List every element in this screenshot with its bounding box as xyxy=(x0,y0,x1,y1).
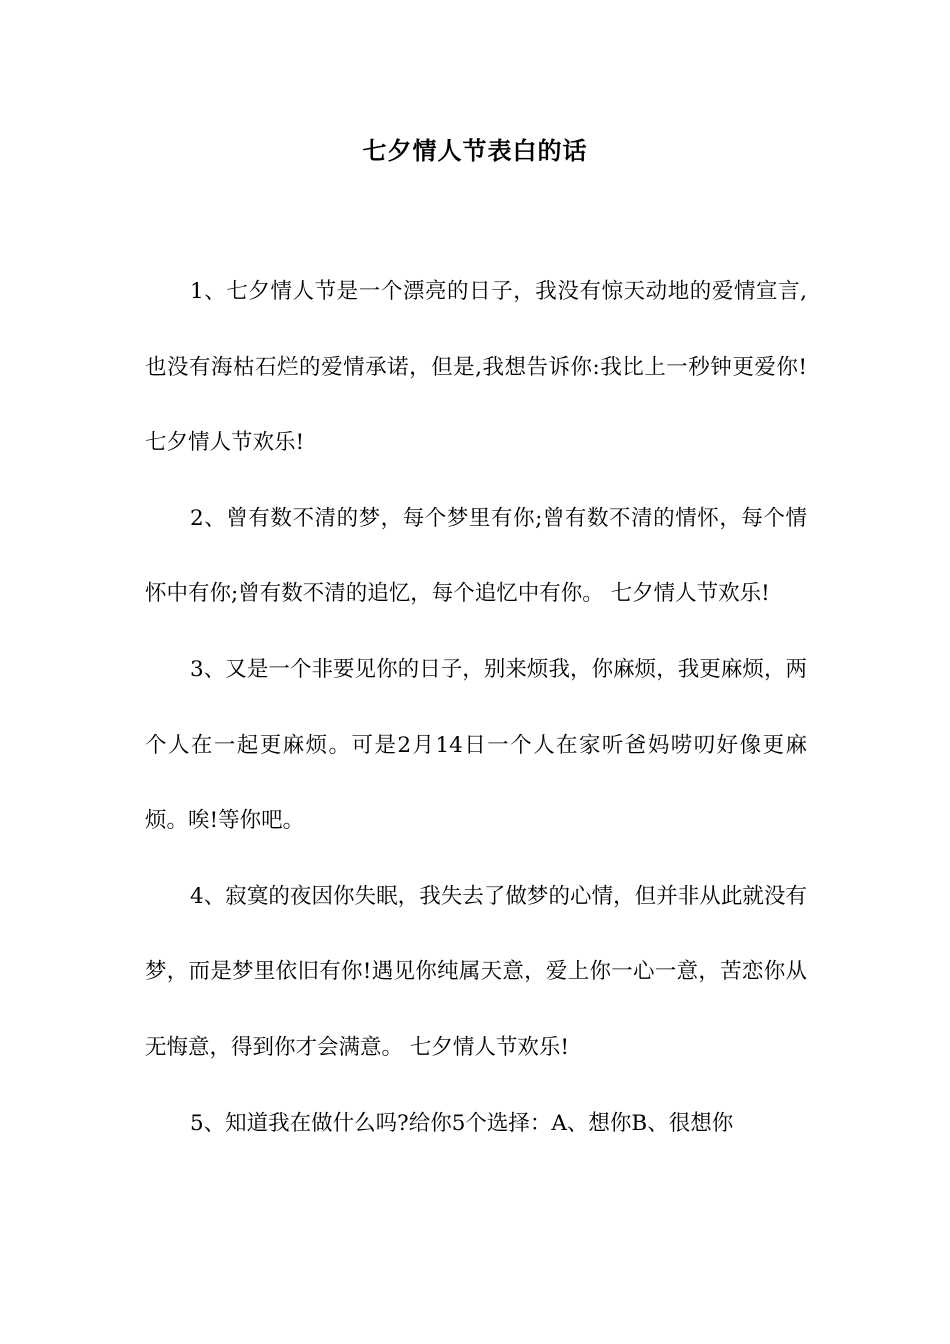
paragraph-1: 1、七夕情人节是一个漂亮的日子，我没有惊天动地的爱情宣言,也没有海枯石烂的爱情承诺，但是,我想告诉你:我比上一秒钟更爱你!七夕情人节欢乐! xyxy=(145,279,807,456)
paragraph-4: 4、寂寞的夜因你失眠，我失去了做梦的心情，但并非从此就没有梦，而是梦里依旧有你!遇见你纯属天意，爱上你一心一意，苦恋你从无悔意，得到你才会满意。 七夕情人节欢乐! xyxy=(145,883,807,1060)
paragraph-2: 2、曾有数不清的梦，每个梦里有你;曾有数不清的情怀，每个情怀中有你;曾有数不清的追忆，每个追忆中有你。 七夕情人节欢乐! xyxy=(145,505,807,607)
paragraph-5: 5、知道我在做什么吗?给你5个选择：A、想你B、很想你 xyxy=(190,1110,734,1136)
page-title: 七夕情人节表白的话 xyxy=(362,136,588,165)
document-body xyxy=(145,254,807,1161)
paragraph-3: 3、又是一个非要见你的日子，别来烦我，你麻烦，我更麻烦，两个人在一起更麻烦。可是2月14日一个人在家听爸妈唠叨好像更麻烦。唉!等你吧。 xyxy=(145,656,807,834)
